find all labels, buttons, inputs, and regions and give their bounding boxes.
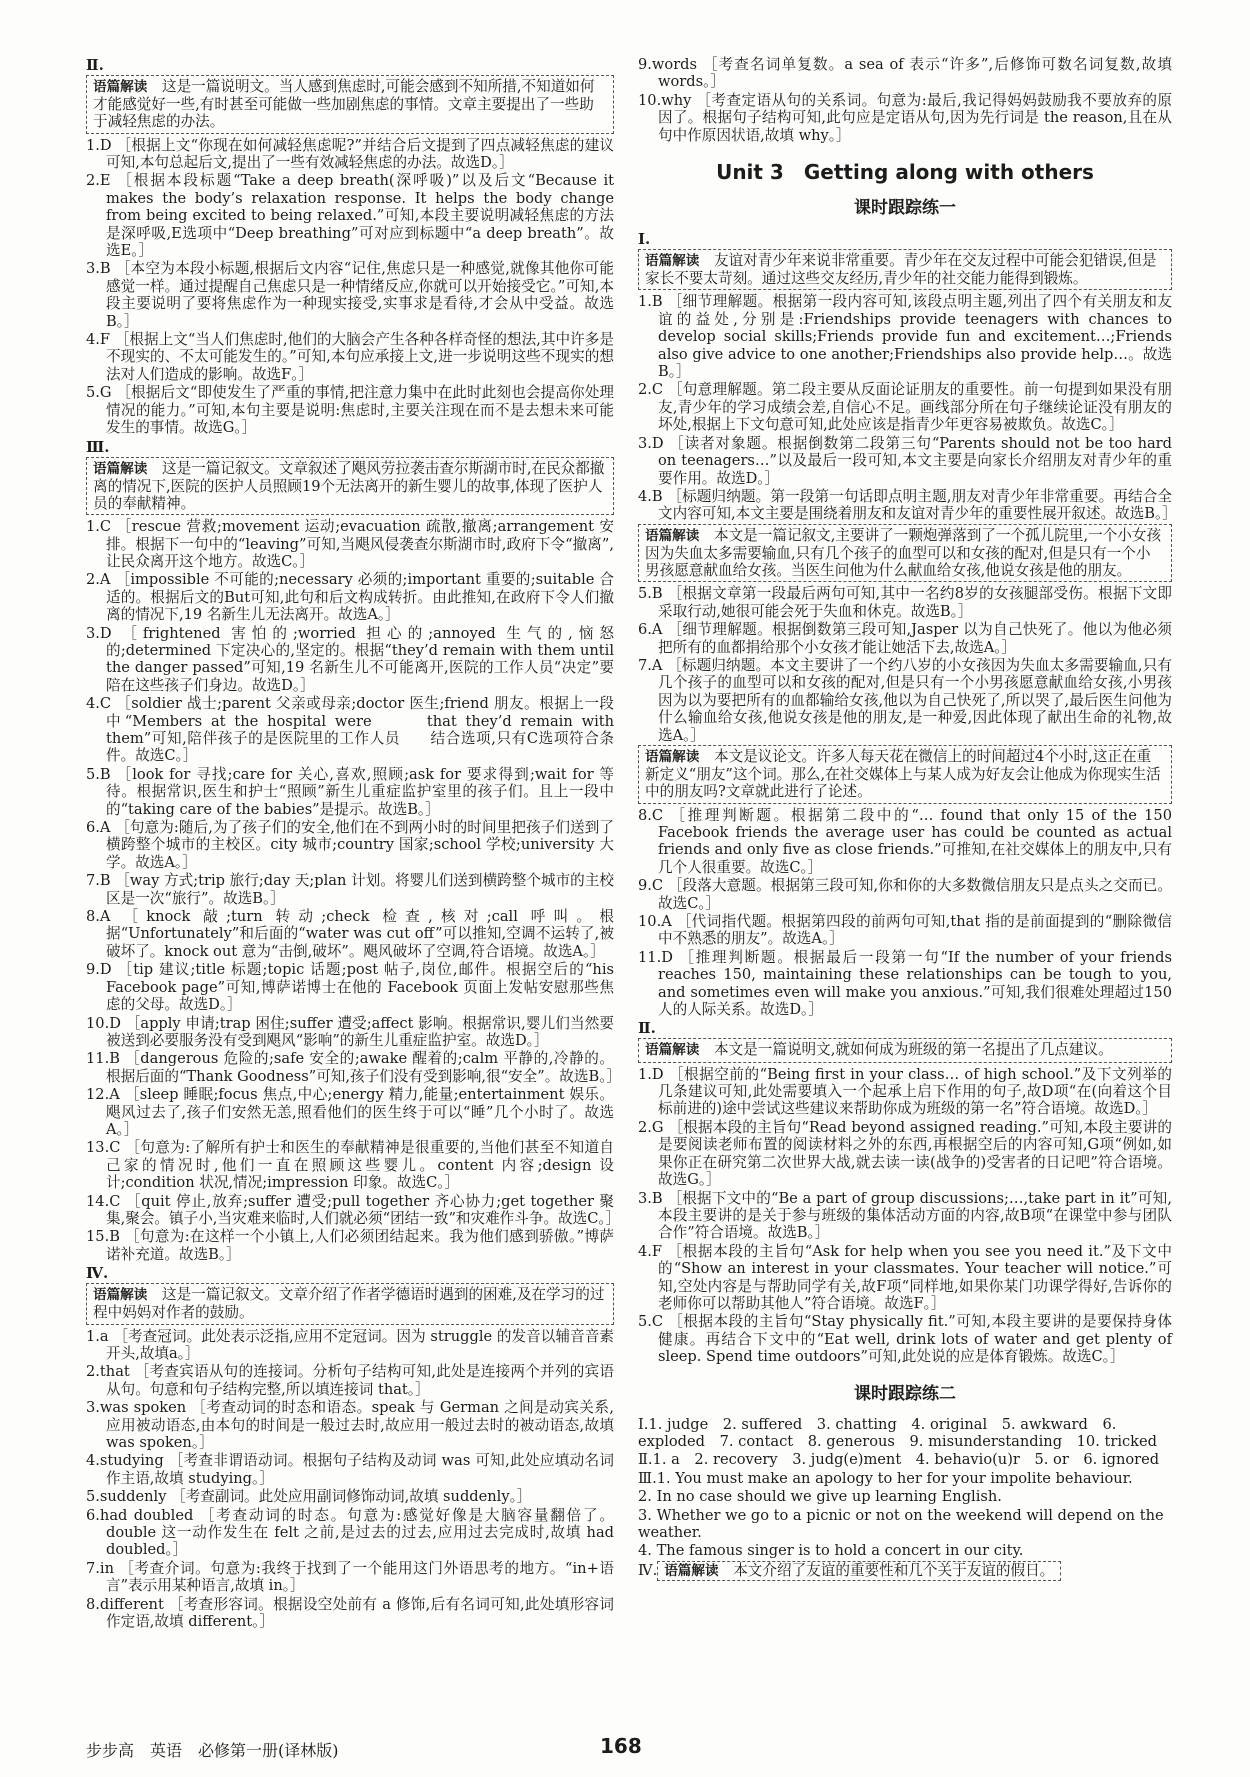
lesson-title: 课时跟踪练二	[854, 1383, 956, 1404]
reading-tag: 语篇解读	[645, 527, 700, 544]
reading-summary-box	[638, 745, 1172, 804]
answer-line: Ⅰ.1. judge 2. suffered 3. chatting 4. original 5. awkward 6. exploded 7. contact 8. generous 9. misunderstanding 10. tricked	[638, 1415, 1157, 1450]
answer-item: 4.F ［根据上文“当人们焦虑时,他们的大脑会产生各种各样奇怪的想法,其中许多是不现实的、不太可能发生的。”可知,本句应承接上文,进一步说明这些不现实的想法对人们造成的影响。故选F。］	[86, 331, 614, 383]
section-heading: Ⅳ.	[638, 1561, 658, 1579]
reading-tag: 语篇解读	[93, 79, 148, 95]
answer-item: 8.A ［knock 敲;turn 转动;check 检查,核对;call 呼叫。根据“Unfortunately”和后面的“water was cut off”可以推知,空调不运转了,被破坏了。knock out 意为“击倒,破坏”。飓风破坏了空调,符合语境。故选A。］	[86, 908, 614, 960]
answer-item: 12.A ［sleep 睡眠;focus 焦点,中心;energy 精力,能量;entertainment 娱乐。飓风过去了,孩子们安然无恙,照看他们的医生终于可以“睡”几个小时了。故选A。］	[86, 1086, 614, 1138]
reading-summary-box	[638, 524, 1172, 583]
answer-item: 4.studying ［考查非谓语动词。根据句子结构及动词 was 可知,此处应填动名词作主语,故填 studying。］	[86, 1452, 614, 1487]
answer-item: 4.F ［根据本段的主旨句“Ask for help when you see you need it.”及下文中的“Show an interest in your classmates. Your teacher will notice.”可知,空处内容是与帮助同学有关,故F项“同样地,如果你某门功课学得好,告诉你的老师你可以帮助其他人”符合语境。故选F。］	[638, 1242, 1172, 1312]
reading-tag: 语篇解读	[664, 1562, 719, 1579]
reading-summary-box	[86, 1283, 614, 1324]
reading-summary-text: 本文是议论文。许多人每天花在微信上的时间超过4个小时,这正在重新定义“朋友”这个词。那么,在社交媒体上与某人成为好友会让他成为你现实生活中的朋友吗?文章就此进行了论述。	[645, 747, 1161, 801]
reading-summary-text: 友谊对青少年来说非常重要。青少年在交友过程中可能会犯错误,但是家长不要太苛刻。通过这些交友经历,青少年的社交能力能得到锻炼。	[645, 252, 1157, 288]
answer-item: 3.B ［根据下文中的“Be a part of group discussions;…,take part in it”可知,本段主要讲的是关于参与班级的集体活动方面的内容,故B项“在课堂中参与团队合作”符合语境。故选B。］	[638, 1189, 1172, 1242]
answer-item: 3.D ［读者对象题。根据倒数第二段第三句“Parents should not be too hard on teenagers…”以及最后一段可知,本文主要是向家长介绍朋友对青少年的重要作用。故选D。］	[638, 434, 1172, 487]
answer-item: 3.B ［本空为本段小标题,根据后文内容“记住,焦虑只是一种感觉,就像其他你可能感觉一样。通过提醒自己焦虑只是一种情绪反应,你就可以开始接受它。”可知,本段主要说明了要将焦虑作为一种现实接受,实事求是看待,才会从中受益。故选B。］	[86, 260, 614, 330]
reading-summary-box	[657, 1561, 1061, 1581]
answer-item: 7.in ［考查介词。句意为:我终于找到了一个能用这门外语思考的地方。“in+语言”表示用某种语言,故填 in。］	[86, 1559, 614, 1595]
answer-item: 5.B ［look for 寻找;care for 关心,喜欢,照顾;ask for 要求得到;wait for 等待。根据常识,医生和护士“照顾”新生儿重症监护室里的孩子们。且上一段中的“taking care of the babies”是提示。故选B。］	[86, 765, 614, 818]
answer-item: 13.C ［句意为:了解所有护士和医生的奉献精神是很重要的,当他们甚至不知道自己家的情况时,他们一直在照顾这些婴儿。content 内容;design 设计;condition 状况,情况;impression 印象。故选C。］	[86, 1139, 614, 1192]
answer-item: 8.different ［考查形容词。根据设空处前有 a 修饰,后有名词可知,此处填形容词作定语,故填 different。］	[86, 1595, 614, 1631]
answer-line: 3. Whether we go to a picnic or not on the weekend will depend on the weather.	[638, 1506, 1164, 1542]
answer-item: 5.B ［根据文章第一段最后两句可知,其中一名约8岁的女孩腿部受伤。根据下文即采取行动,她很可能会死于失血和休克。故选B。］	[638, 585, 1172, 620]
answer-item: 7.A ［标题归纳题。本文主要讲了一个约八岁的小女孩因为失血太多需要输血,只有几个孩子的血型可以和女孩的配对,但是只有一个小男孩愿意献血给女孩,小男孩因为以为要把所有的血都输给女孩,他以为自己快死了,所以哭了,最后医生问他为什么输血给女孩,他说女孩是他的朋友,是一种爱,因此体现了献出生命的礼物,故选A。］	[638, 656, 1172, 744]
section-heading: Ⅲ.	[86, 437, 110, 456]
answer-item: 1.D ［根据上文“你现在如何减轻焦虑呢?”并结合后文提到了四点减轻焦虑的建议可知,本句总起后文,提出了一些有效减轻焦虑的办法。故选D。］	[86, 136, 614, 172]
page-number: 168	[600, 1734, 642, 1758]
reading-summary-box	[638, 1038, 1172, 1062]
reading-summary-text: 本文是一篇说明文,就如何成为班级的第一名提出了几点建议。	[713, 1041, 1113, 1059]
answer-item: 11.B ［dangerous 危险的;safe 安全的;awake 醒着的;calm 平静的,冷静的。根据后面的“Thank Goodness”可知,孩子们没有受到影响,很“安全”。故选B。］	[86, 1050, 622, 1085]
answer-item: 9.C ［段落大意题。根据第三段可知,你和你的大多数微信朋友只是点头之交而已。故选C。］	[638, 877, 1172, 912]
reading-summary-text: 本文是一篇记叙文,主要讲了一颗炮弹落到了一个孤儿院里,一个小女孩因为失血太多需要输血,只有几个孩子的血型可以和女孩的配对,但是只有一个小男孩愿意献血给女孩。当医生问他为什么献血给女孩,他说女孩是他的朋友。	[645, 526, 1162, 580]
answer-item: 2.G ［根据本段的主旨句“Read beyond assigned reading.”可知,本段主要讲的是要阅读老师布置的阅读材料之外的东西,再根据空后的内容可知,G项“例如,如果你正在研究第二次世界大战,就去读一读(战争的)受害者的日记吧”符合语境。故选G。］	[638, 1118, 1172, 1189]
answer-line	[638, 1561, 1172, 1581]
answer-item: 5.G ［根据后文“即使发生了严重的事情,把注意力集中在此时此刻也会提高你处理情况的能力。”可知,本句主要是说明:焦虑时,主要关注现在而不是去想未来可能发生的事情。故选G。］	[86, 384, 614, 437]
answer-line: 2. In no case should we give up learning English.	[638, 1488, 1002, 1506]
section-heading: Ⅱ.	[638, 1019, 656, 1038]
reading-summary-text: 这是一篇记叙文。文章介绍了作者学德语时遇到的困难,及在学习的过程中妈妈对作者的鼓励。	[93, 1286, 605, 1322]
answer-item: 14.C ［quit 停止,放弃;suffer 遭受;pull together 齐心协力;get together 聚集,聚会。镇子小,当灾难来临时,人们就必须“团结一致”和灾难作斗争。故选C。］	[86, 1192, 621, 1227]
reading-tag: 语篇解读	[93, 460, 148, 477]
answer-item: 3.D ［frightened 害怕的;worried 担心的;annoyed 生气的,恼怒的;determined 下定决心的,坚定的。根据“they’d remain with them until the danger passed”可知,19 名新生儿不可能离开,医院的工作人员“决定”要陪在这些孩子们身边。故选D。］	[86, 624, 614, 694]
answer-item: 2.C ［句意理解题。第二段主要从反面论证朋友的重要性。前一句提到如果没有朋友,青少年的学习成绩会差,自信心不足。画线部分所在句子继续论证没有朋友的坏处,根据上下文句意可知,此处应该是指青少年更容易被欺负。故选C。］	[638, 381, 1172, 434]
answer-item: 6.had doubled ［考查动词的时态。句意为:感觉好像是大脑容量翻倍了。double 这一动作发生在 felt 之前,是过去的过去,应用过去完成时,故填 had doubled。］	[86, 1506, 614, 1559]
answer-item: 10.D ［apply 申请;trap 困住;suffer 遭受;affect 影响。根据常识,婴儿们当然要被送到必要服务没有受到飓风“影响”的新生儿重症监护室。故选D。］	[86, 1014, 614, 1049]
answer-item: 7.B ［way 方式;trip 旅行;day 天;plan 计划。将婴儿们送到横跨整个城市的主校区是一次“旅行”。故选B。］	[86, 872, 614, 907]
answer-item: 3.was spoken ［考查动词的时态和语态。speak 与 German 之间是动宾关系,应用被动语态,由本句的时间是一般过去时,故应用一般过去时的被动语态,故填 was spoken。］	[86, 1399, 614, 1452]
section-heading: Ⅰ.	[638, 230, 651, 249]
reading-summary-text: 这是一篇说明文。当人感到焦虑时,可能会感到不知所措,不知道如何才能感觉好一些,有时甚至可能做一些加剧焦虑的事情。文章主要提出了一些助于减轻焦虑的办法。	[93, 78, 595, 131]
answer-item: 5.C ［根据本段的主旨句“Stay physically fit.”可知,本段主要讲的是要保持身体健康。再结合下文中的“Eat well, drink lots of water and get plenty of sleep. Spend time outdoors”可知,此处说的应是体育锻炼。故选C。］	[638, 1313, 1172, 1366]
answer-item: 10.why ［考查定语从句的关系词。句意为:最后,我记得妈妈鼓励我不要放弃的原因了。根据句子结构可知,此句应是定语从句,因为先行词是 the reason,且在从句中作原因状语,故填 why。］	[638, 91, 1172, 144]
reading-summary-box	[638, 249, 1172, 290]
section-heading: Ⅳ.	[86, 1264, 109, 1283]
answer-item: 1.B ［细节理解题。根据第一段内容可知,该段点明主题,列出了四个有关朋友和友谊的益处,分别是:Friendships provide teenagers with chances to develop social skills;Friends provide fun and excitement…;Friends also give advice to one another;Friendships also provide help…。故选B。］	[638, 293, 1172, 381]
answer-item: 11.D ［推理判断题。根据最后一段第一句“If the number of your friends reaches 150, maintaining these relationships can be tough to you, and sometimes even will make you anxious.”可知,我们很难处理超过150人的人际关系。故选D。］	[638, 948, 1172, 1019]
answer-line: Ⅲ.1. You must make an apology to her for your impolite behaviour.	[638, 1469, 1133, 1487]
answer-item: 4.C ［soldier 战士;parent 父亲或母亲;doctor 医生;friend 朋友。根据上一段中“Members at the hospital were that they’d remain with them”可知,陪伴孩子的是医院里的工作人员 结合选项,只有C选项符合条件。故选C。］	[86, 695, 614, 765]
reading-tag: 语篇解读	[93, 1287, 148, 1304]
answer-item: 9.D ［tip 建议;title 标题;topic 话题;post 帖子,岗位,邮件。根据空后的“his Facebook page”可知,博萨诺博士在他的 Facebook 页面上发帖安慰那些焦虑的父母。故选D。］	[86, 961, 614, 1014]
answer-item: 6.A ［细节理解题。根据倒数第三段可知,Jasper 以为自己快死了。他以为他必须把所有的血都捐给那个小女孩才能让她活下去,故选A。］	[638, 621, 1172, 656]
right-column	[638, 56, 1177, 1582]
answer-item: 5.suddenly ［考查副词。此处应用副词修饰动词,故填 suddenly。］	[86, 1488, 532, 1506]
answer-item: 4.B ［标题归纳题。第一段第一句话即点明主题,朋友对青少年非常重要。再结合全文内容可知,本文主要是围绕着朋友和友谊对青少年的重要性展开叙述。故选B。］	[638, 487, 1177, 523]
reading-summary-box	[86, 457, 614, 516]
answer-item: 8.C ［推理判断题。根据第二段中的“… found that only 15 of the 150 Facebook friends the average user has could be counted as actual friends and only five as close friends.”可推知,在社交媒体上的朋友中,只有几个人很重要。故选C。］	[638, 806, 1172, 876]
answer-line: 4. The famous singer is to hold a concert in our city.	[638, 1542, 1024, 1560]
book-footer: 步步高 英语 必修第一册(译林版)	[86, 1741, 339, 1760]
reading-tag: 语篇解读	[645, 748, 700, 765]
answer-item: 9.words ［考查名词单复数。a sea of 表示“许多”,后修饰可数名词复数,故填 words。］	[638, 56, 1172, 91]
answer-line: Ⅱ.1. a 2. recovery 3. judg(e)ment 4. behavio(u)r 5. or 6. ignored	[638, 1451, 1160, 1469]
reading-summary-text: 这是一篇记叙文。文章叙述了飓风劳拉袭击查尔斯湖市时,在民众都撤离的情况下,医院的医护人员照顾19个无法离开的新生婴儿的故事,体现了医护人员的奉献精神。	[93, 459, 605, 512]
reading-tag: 语篇解读	[645, 1042, 700, 1059]
answer-item: 1.a ［考查冠词。此处表示泛指,应用不定冠词。因为 struggle 的发音以辅音音素开头,故填a。］	[86, 1327, 614, 1362]
answer-item: 2.A ［impossible 不可能的;necessary 必须的;important 重要的;suitable 合适的。根据后文的But可知,此句和后文构成转折。由此推知,在政府下令人们撤离的情况下,19 名新生儿无法离开。故选A。］	[86, 571, 614, 624]
answer-item: 6.A ［句意为:随后,为了孩子们的安全,他们在不到两小时的时间里把孩子们送到了横跨整个城市的主校区。city 城市;country 国家;school 学校;university 大学。故选A。］	[86, 819, 614, 871]
answer-item: 1.C ［rescue 营救;movement 运动;evacuation 疏散,撤离;arrangement 安排。根据下一句中的“leaving”可知,当飓风侵袭查尔斯湖市时,政府下令“撤离”,让民众离开这个地方。故选C。］	[86, 518, 614, 570]
answer-item: 10.A ［代词指代题。根据第四段的前两句可知,that 指的是前面提到的“删除微信中不熟悉的朋友”。故选A。］	[638, 913, 1172, 948]
reading-summary-box	[86, 75, 614, 134]
reading-tag: 语篇解读	[645, 253, 700, 270]
unit-title: Unit 3 Getting along with others	[716, 160, 1094, 185]
answer-item: 2.E ［根据本段标题“Take a deep breath(深呼吸)”以及后文“Because it makes the body’s relaxation response. It helps the body change from being excited to being relaxed.”可知,本段主要说明减轻焦虑的方法是深呼吸,E选项中“Deep breathing”可对应到标题中“a deep breath”。故选E。］	[86, 172, 614, 260]
left-column	[86, 56, 622, 1632]
reading-summary-text: 本文介绍了友谊的重要性和几个关于友谊的假日。	[733, 1561, 1055, 1579]
section-heading: Ⅱ.	[86, 56, 104, 74]
answer-item: 2.that ［考查宾语从句的连接词。分析句子结构可知,此处是连接两个并列的宾语从句。句意和句子结构完整,所以填连接词 that。］	[86, 1363, 614, 1398]
answer-item: 1.D ［根据空前的“Being first in your class… of high school.”及下文列举的几条建议可知,此处需要填入一个起承上启下作用的句子,故D项“在(向着这个目标前进的)途中尝试这些建议来帮助你成为班级的第一名”符合语境。故选D。］	[638, 1065, 1172, 1118]
lesson-title: 课时跟踪练一	[854, 198, 956, 219]
answer-item: 15.B ［句意为:在这样一个小镇上,人们必须团结起来。我为他们感到骄傲。”博萨诺补充道。故选B。］	[86, 1228, 614, 1263]
